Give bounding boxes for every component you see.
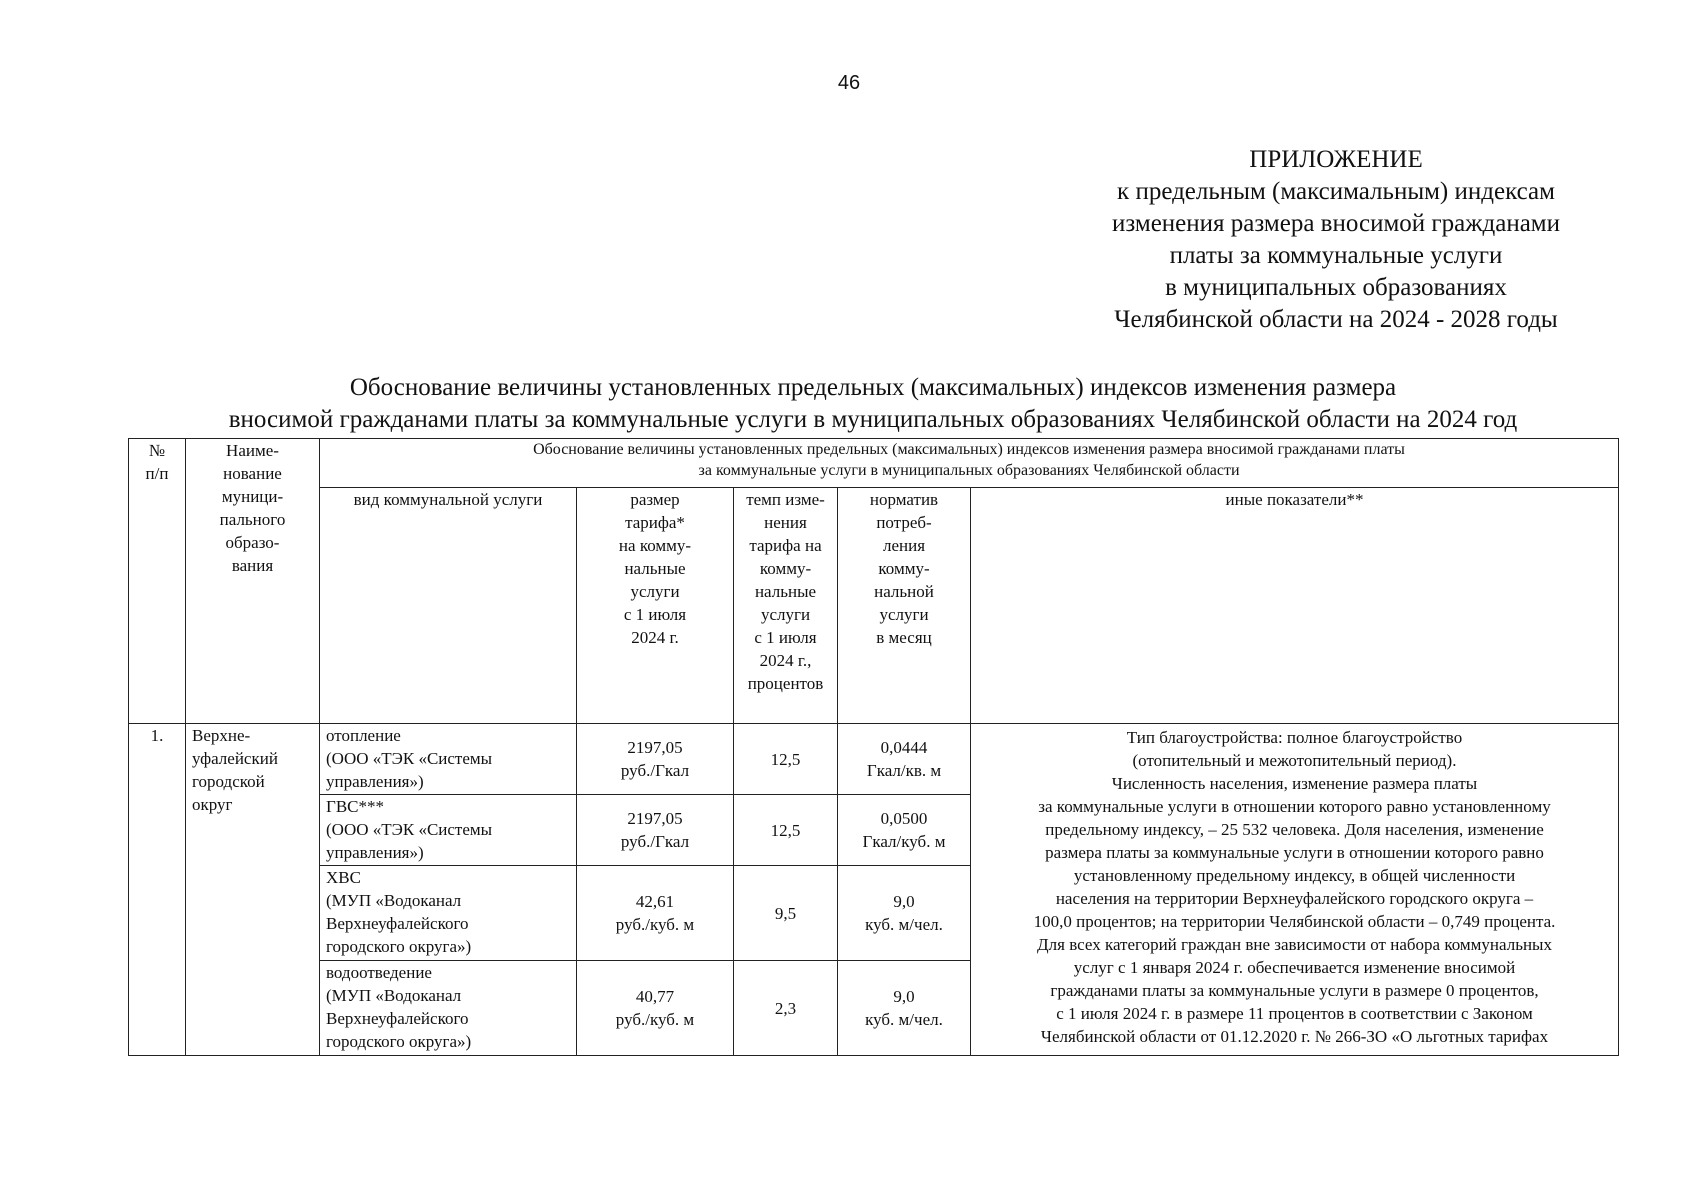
appendix-line: Челябинской области на 2024 - 2028 годы	[1114, 306, 1558, 333]
document-title	[128, 372, 1618, 436]
table-row	[129, 724, 1619, 795]
norm-cell: 0,0500 Гкал/куб. м	[838, 795, 971, 866]
tariff-table	[128, 438, 1619, 1056]
service-cell: отопление (ООО «ТЭК «Системы управления»)	[320, 724, 577, 795]
page-number: 46	[837, 72, 861, 94]
appendix-line: в муниципальных образованиях	[1165, 274, 1507, 301]
rate-cell: 12,5	[734, 795, 838, 866]
header-norm: норматив потреб- ления комму- нальной услуги в месяц	[838, 488, 971, 724]
tariff-cell: 42,61 руб./куб. м	[577, 866, 734, 961]
rate-cell: 9,5	[734, 866, 838, 961]
header-other: иные показатели**	[971, 488, 1619, 724]
appendix-heading	[1056, 144, 1616, 336]
appendix-title: ПРИЛОЖЕНИЕ	[1249, 146, 1423, 173]
header-group: Обоснование величины установленных предельных (максимальных) индексов изменения размера вносимой гражданами платы за коммунальные услуги в муниципальных образованиях Челябинской области	[320, 439, 1619, 488]
norm-cell: 9,0 куб. м/чел.	[838, 961, 971, 1056]
row-number: 1.	[129, 724, 186, 1056]
appendix-line: платы за коммунальные услуги	[1169, 242, 1503, 269]
tariff-cell: 40,77 руб./куб. м	[577, 961, 734, 1056]
norm-cell: 0,0444 Гкал/кв. м	[838, 724, 971, 795]
header-municipality: Наиме- нование муници- пального образо- вания	[186, 439, 320, 724]
header-rate: темп изме- нения тарифа на комму- нальные услуги с 1 июля 2024 г., процентов	[734, 488, 838, 724]
appendix-line: изменения размера вносимой гражданами	[1111, 210, 1561, 237]
document-title-line: вносимой гражданами платы за коммунальные услуги в муниципальных образованиях Челябинской области на 2024 год	[228, 406, 1518, 433]
appendix-line: к предельным (максимальным) индексам	[1117, 178, 1555, 205]
tariff-cell: 2197,05 руб./Гкал	[577, 724, 734, 795]
service-cell: ХВС (МУП «Водоканал Верхнеуфалейского городского округа»)	[320, 866, 577, 961]
rate-cell: 2,3	[734, 961, 838, 1056]
header-tariff: размер тарифа* на комму- нальные услуги с 1 июля 2024 г.	[577, 488, 734, 724]
norm-cell: 9,0 куб. м/чел.	[838, 866, 971, 961]
other-indicators: Тип благоустройства: полное благоустройство (отопительный и межотопительный период). Численность населения, изменение размера платы за коммунальные услуги в отношении которого равно установленному предельному индексу, – 25 532 человека. Доля населения, изменение размера платы за коммунальные услуги в отношении которого равно установленному предельному индексу, в общей численности населения на территории Верхнеуфалейского городского округа – 100,0 процентов; на территории Челябинской области – 0,749 процента. Для всех категорий граждан вне зависимости от набора коммунальных услуг с 1 января 2024 г. обеспечивается изменение вносимой гражданами платы за коммунальные услуги в размере 0 процентов, с 1 июля 2024 г. в размере 11 процентов в соответствии с Законом Челябинской области от 01.12.2020 г. № 266-ЗО «О льготных тарифах	[971, 724, 1619, 1056]
tariff-cell: 2197,05 руб./Гкал	[577, 795, 734, 866]
service-cell: ГВС*** (ООО «ТЭК «Системы управления»)	[320, 795, 577, 866]
document-title-line: Обоснование величины установленных предельных (максимальных) индексов изменения размера	[349, 374, 1397, 401]
header-number: № п/п	[129, 439, 186, 724]
row-municipality: Верхне- уфалейский городской округ	[186, 724, 320, 1056]
header-service: вид коммунальной услуги	[320, 488, 577, 724]
rate-cell: 12,5	[734, 724, 838, 795]
service-cell: водоотведение (МУП «Водоканал Верхнеуфалейского городского округа»)	[320, 961, 577, 1056]
